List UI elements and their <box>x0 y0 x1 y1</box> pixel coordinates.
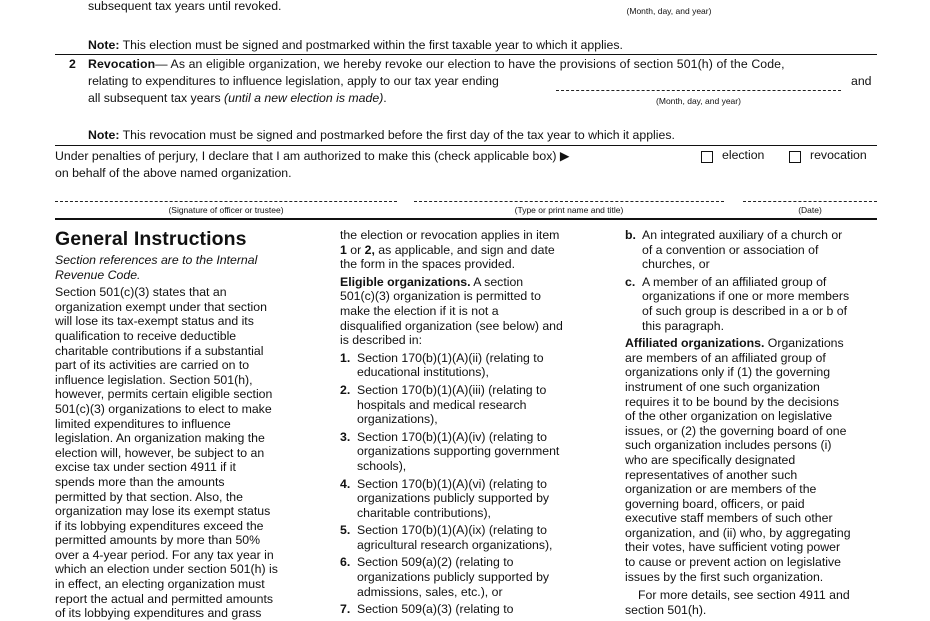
text-line: to cause or prevent action on legislative <box>625 555 842 570</box>
affiliated-text: Organizations <box>764 336 844 351</box>
item-number-2: 2 <box>69 57 76 71</box>
perjury-statement-line2: on behalf of the above named organization. <box>55 166 292 180</box>
text-line: requires it to be bound by the decisions <box>625 394 839 409</box>
list-number: 1. <box>340 350 351 365</box>
list-text: Section 170(b)(1)(A)(vi) (relating to <box>357 476 547 491</box>
col2-intro-line1: the election or revocation applies in item <box>340 228 560 242</box>
text-line: are members of an affiliated group of <box>625 350 826 365</box>
note-text: This election must be signed and postmarked within the first taxable year to which it applies. <box>119 38 623 52</box>
list-text: organizations publicly supported by <box>357 491 550 506</box>
revocation-checkbox[interactable] <box>789 151 801 163</box>
text-line: organization or are members of the <box>625 482 817 497</box>
intro-paragraph <box>55 285 325 621</box>
intro-connector: or <box>346 242 365 257</box>
col2-intro-line3: the form in the spaces provided. <box>340 257 515 272</box>
list-text: organizations), <box>357 412 438 427</box>
text-line: issues by the first such organization. <box>625 569 824 584</box>
instructions-subtitle: Section references are to the Internal Revenue Code. <box>55 253 258 282</box>
list-number: 7. <box>340 602 351 617</box>
text-line: over a 4-year period. For any tax year in <box>55 547 274 562</box>
list-text: charitable contributions), <box>357 505 491 520</box>
text-line: however, permits certain eligible section <box>55 387 273 402</box>
revocation-line3-c: . <box>383 91 387 105</box>
revocation-line2-end: and <box>851 74 872 88</box>
text-line: instrument of one such organization <box>625 379 820 394</box>
text-line: of the other organization on legislative <box>625 409 833 424</box>
divider <box>55 54 877 55</box>
list-number: 5. <box>340 523 351 538</box>
note-label: Note: <box>88 128 120 142</box>
section-divider <box>55 218 877 220</box>
revocation-checkbox-label: revocation <box>810 148 867 162</box>
list-number: c. <box>625 274 636 289</box>
organization-type-list <box>625 228 895 333</box>
affiliated-paragraph <box>625 351 895 585</box>
revocation-note <box>88 128 675 142</box>
more-details <box>625 588 895 617</box>
list-text: Section 170(b)(1)(A)(ix) (relating to <box>357 523 547 538</box>
text-line: organization may lose its exempt status <box>55 504 271 519</box>
instructions-column-2 <box>340 228 610 617</box>
list-number: b. <box>625 228 636 242</box>
perjury-statement-line1: Under penalties of perjury, I declare that I am authorized to make this (check applicable box) ▶ <box>55 149 570 163</box>
name-title-field[interactable] <box>414 201 724 202</box>
election-checkbox-label: election <box>722 148 765 162</box>
election-date-caption: (Month, day, and year) <box>626 6 712 16</box>
election-note <box>88 38 623 52</box>
list-item <box>340 383 610 427</box>
text-line: permitted amounts by more than 50% <box>55 533 261 548</box>
text-line: part of its activities are carried on to <box>55 358 250 373</box>
list-text: Section 170(b)(1)(A)(ii) (relating to <box>357 350 544 365</box>
list-text: An integrated auxiliary of a church or <box>642 228 843 242</box>
text-line: spends more than the amounts <box>55 474 225 489</box>
signature-caption: (Signature of officer or trustee) <box>168 205 284 215</box>
list-item <box>625 228 895 272</box>
list-text: churches, or <box>642 257 710 272</box>
affiliated-organizations <box>625 336 895 584</box>
instructions-column-3 <box>625 228 895 617</box>
revocation-line3-italic: (until a new election is made) <box>224 91 384 105</box>
list-text: Section 509(a)(3) (relating to <box>357 602 514 617</box>
list-number: 4. <box>340 476 351 491</box>
text-line: permitted by that section. Also, the <box>55 489 243 504</box>
text-line: their votes, have sufficient voting power <box>625 540 841 555</box>
more-details-line: For more details, see section 4911 and <box>638 588 850 603</box>
eligible-organizations <box>340 275 610 348</box>
note-text: This revocation must be signed and postmarked before the first day of the tax year to which it applies. <box>119 128 675 142</box>
list-text: organizations if one or more members <box>642 289 850 304</box>
text-line: in effect, an electing organization must <box>55 577 265 592</box>
item-ref-2: 2, <box>364 242 375 257</box>
text-line: influence legislation. Section 501(h), <box>55 372 253 387</box>
revocation-label: Revocation <box>88 57 156 71</box>
text-line: election will, however, be subject to an <box>55 445 265 460</box>
text-line: Section 501(c)(3) states that an <box>55 285 227 300</box>
revocation-date-field[interactable] <box>556 90 841 91</box>
more-details-line: section 501(h). <box>625 602 707 617</box>
list-number: 6. <box>340 555 351 570</box>
revocation-line2: relating to expenditures to influence legislation, apply to our tax year ending <box>88 74 499 88</box>
date-caption: (Date) <box>798 205 822 215</box>
list-text: agricultural research organizations), <box>357 537 553 552</box>
text-line: issues, or (2) the governing board of one <box>625 423 847 438</box>
affiliated-heading: Affiliated organizations. <box>625 336 765 351</box>
list-text: of such group is described in a or b of <box>642 303 848 318</box>
eligible-text: 501(c)(3) organization is permitted to <box>340 289 541 304</box>
signature-field[interactable] <box>55 201 397 202</box>
intro-rest: as applicable, and sign and date <box>374 242 555 257</box>
eligible-text: is described in: <box>340 333 423 348</box>
list-item <box>625 275 895 333</box>
name-title-caption: (Type or print name and title) <box>514 205 624 215</box>
text-line: of its lobbying expenditures and grass <box>55 606 262 621</box>
text-line: excise tax under section 4911 if it <box>55 460 236 475</box>
text-line: organization exempt under that section <box>55 299 267 314</box>
eligible-text: A section <box>470 274 524 289</box>
item-ref-1: 1 <box>340 242 347 257</box>
list-item <box>340 523 610 552</box>
list-text: this paragraph. <box>642 318 725 333</box>
eligible-heading: Eligible organizations. <box>340 274 471 289</box>
list-text: Section 170(b)(1)(A)(iii) (relating to <box>357 382 547 397</box>
eligible-list <box>340 351 610 617</box>
revocation-text: — As an eligible organization, we hereby revoke our election to have the provisions of section 501(h) of the Code, <box>155 57 785 71</box>
text-line: such organization includes persons (i) <box>625 438 832 453</box>
list-text: of a convention or association of <box>642 242 819 257</box>
text-line: legislation. An organization making the <box>55 431 265 446</box>
list-text: admissions, sales, etc.), or <box>357 584 503 599</box>
text-line: governing board, officers, or paid <box>625 496 805 511</box>
list-text: organizations publicly supported by <box>357 570 550 585</box>
text-line: charitable contributions if a substantial <box>55 343 264 358</box>
divider <box>55 145 877 146</box>
text-line: limited expenditures to influence <box>55 416 231 431</box>
text-line: executive staff members of such other <box>625 511 833 526</box>
list-item <box>340 602 610 617</box>
revocation-date-caption: (Month, day, and year) <box>656 96 741 106</box>
revocation-line1 <box>88 57 785 71</box>
list-item <box>340 555 610 599</box>
election-checkbox[interactable] <box>701 151 713 163</box>
item1-tail-text: subsequent tax years until revoked. <box>88 0 282 13</box>
list-text: hospitals and medical research <box>357 397 527 412</box>
list-number: 2. <box>340 382 351 397</box>
text-line: organization, and (ii) who, by aggregating <box>625 525 851 540</box>
list-item <box>340 430 610 474</box>
instructions-title: General Instructions <box>55 228 247 250</box>
text-line: representatives of another such <box>625 467 798 482</box>
instructions-column-1 <box>55 228 325 621</box>
text-line: qualification to receive deductible <box>55 328 237 343</box>
list-text: educational institutions), <box>357 365 489 380</box>
revocation-line3 <box>88 91 387 105</box>
list-text: Section 509(a)(2) (relating to <box>357 555 514 570</box>
list-text: schools), <box>357 458 407 473</box>
date-field[interactable] <box>743 201 877 202</box>
text-line: organizations only if (1) the governing <box>625 365 831 380</box>
text-line: 501(c)(3) organizations to elect to make <box>55 401 272 416</box>
text-line: will lose its tax-exempt status and its <box>55 314 254 329</box>
list-item <box>340 477 610 521</box>
note-label: Note: <box>88 38 120 52</box>
list-text: organizations supporting government <box>357 444 560 459</box>
eligible-text: disqualified organization (see below) and <box>340 318 563 333</box>
text-line: report the actual and permitted amounts <box>55 591 274 606</box>
eligible-text: make the election if it is not a <box>340 303 499 318</box>
text-line: if its lobbying expenditures exceed the <box>55 518 264 533</box>
revocation-line3-a: all subsequent tax years <box>88 91 225 105</box>
list-text: Section 170(b)(1)(A)(iv) (relating to <box>357 429 547 444</box>
col2-intro-line2 <box>340 243 610 258</box>
list-item <box>340 351 610 380</box>
text-line: which an election under section 501(h) is <box>55 562 278 577</box>
list-text: A member of an affiliated group of <box>642 274 827 289</box>
text-line: who are specifically designated <box>625 452 796 467</box>
list-number: 3. <box>340 429 351 444</box>
